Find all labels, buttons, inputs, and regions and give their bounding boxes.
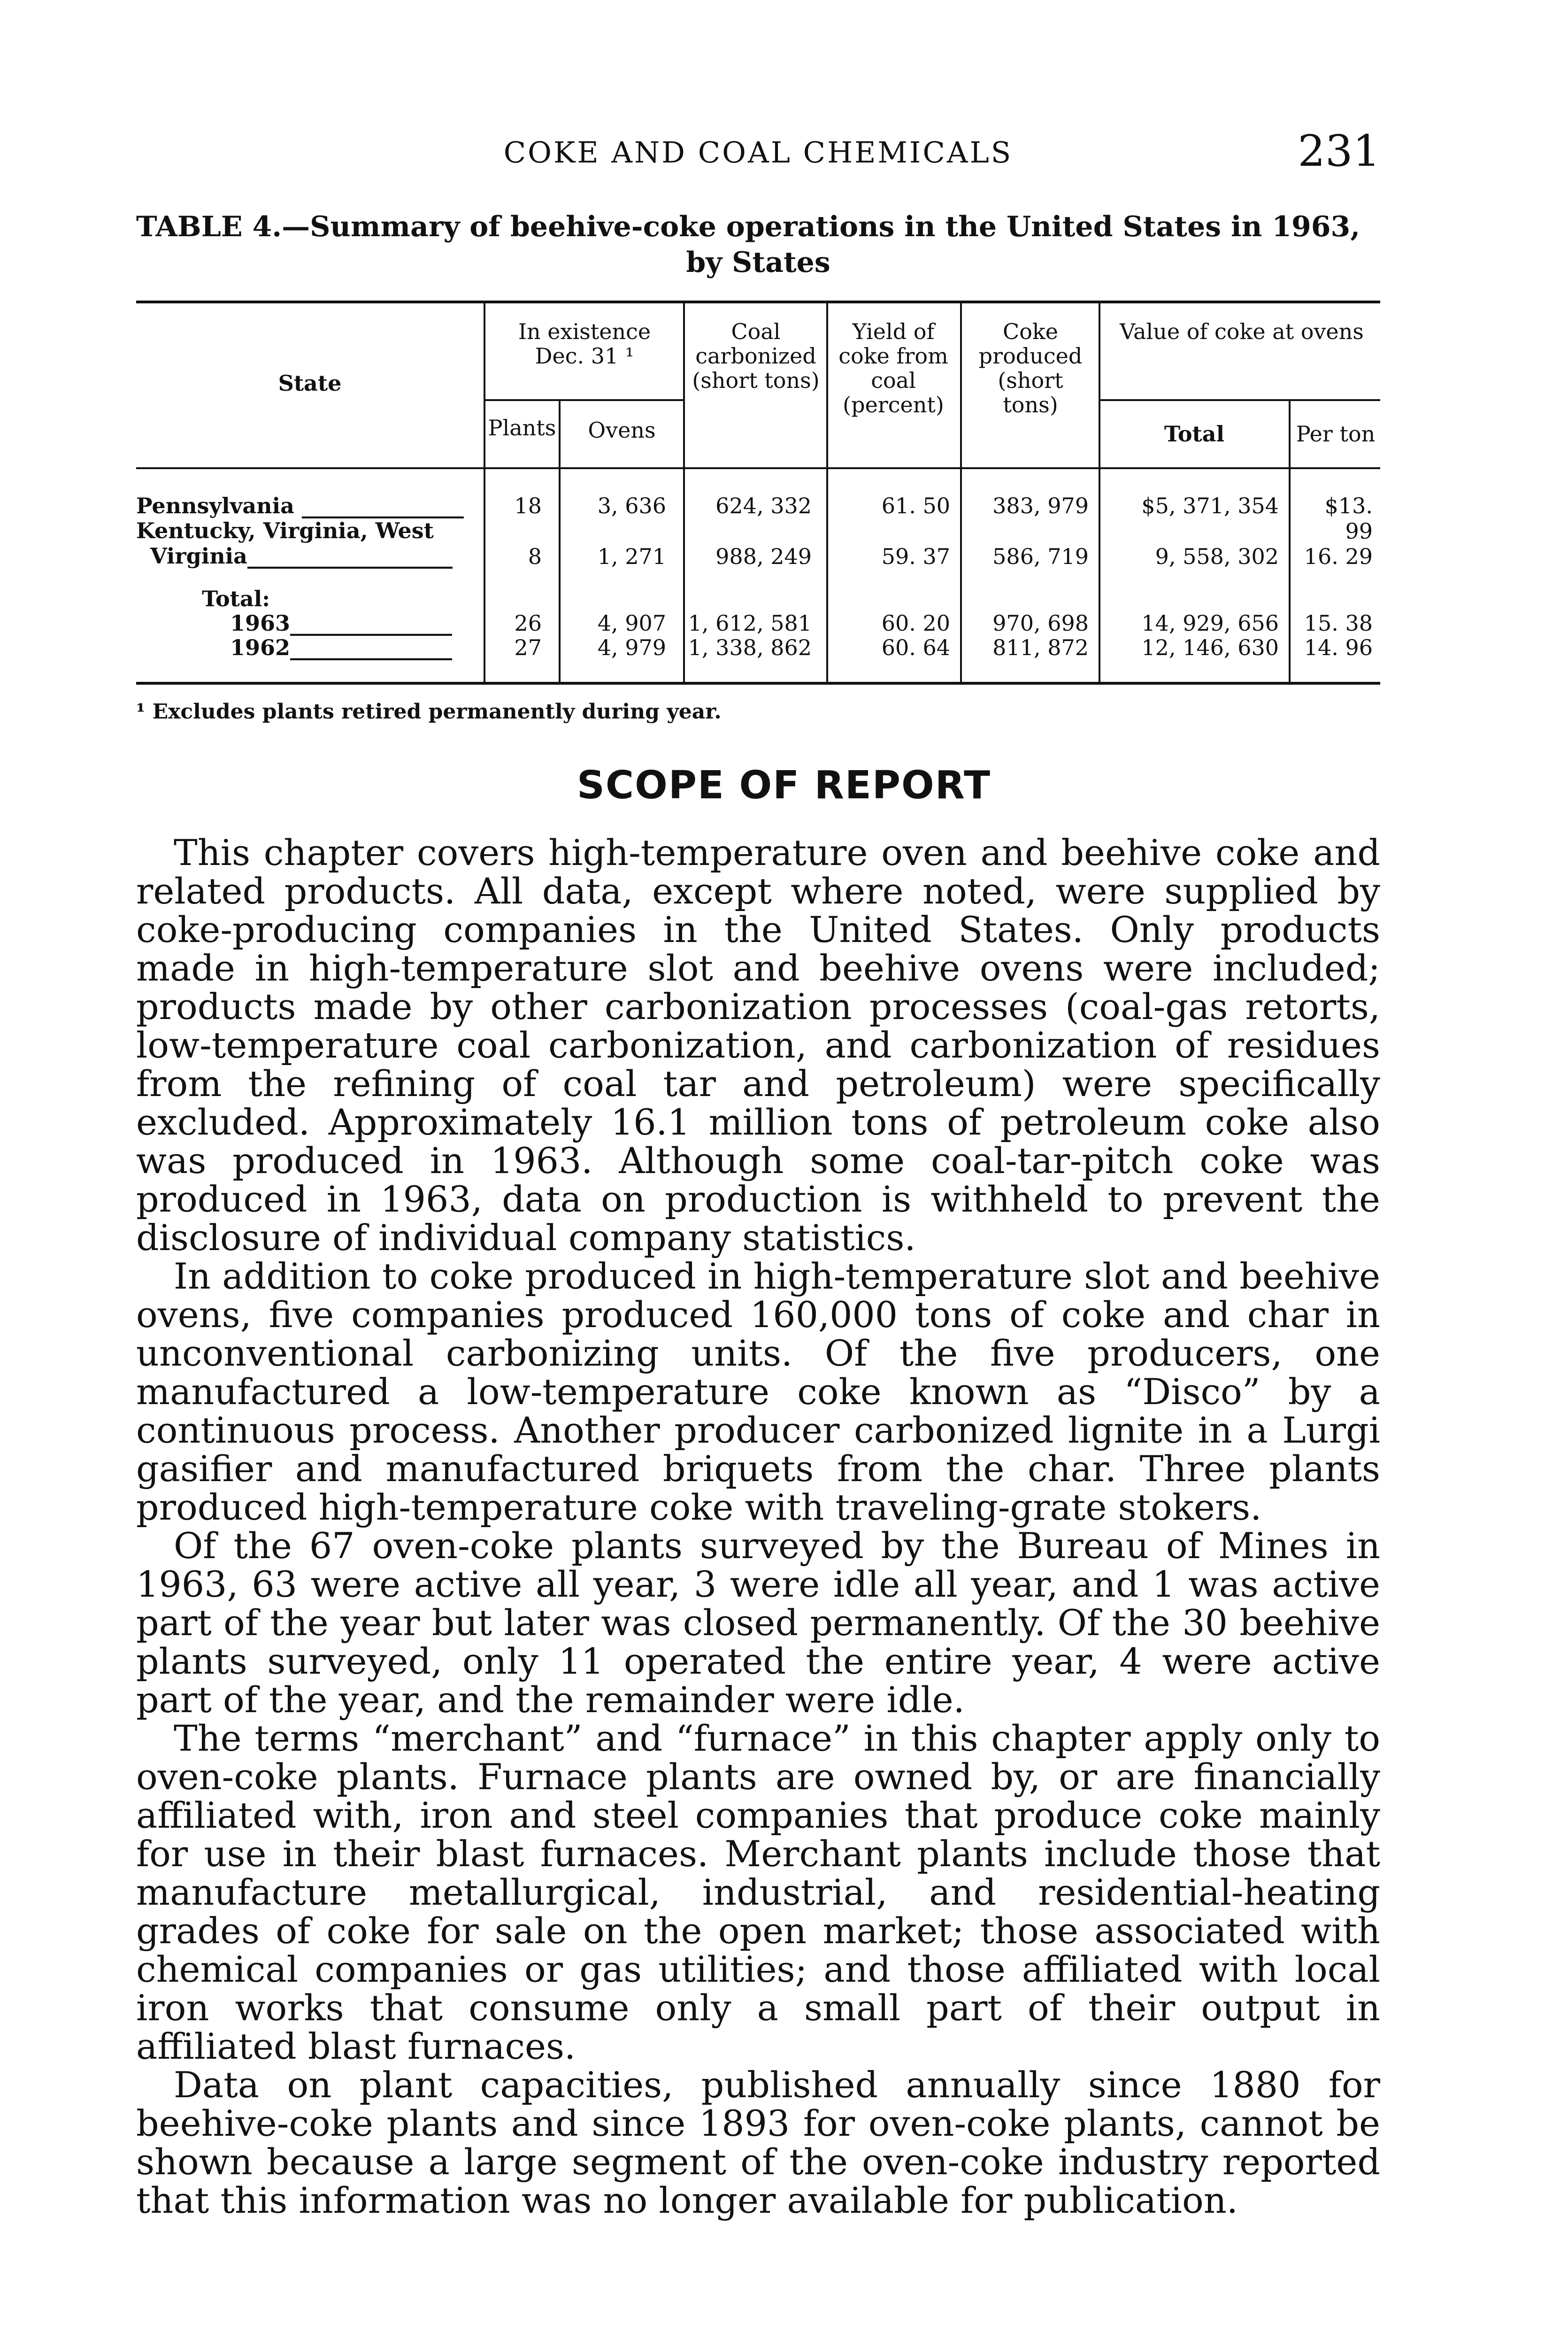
leader-dots: ___________________ xyxy=(247,543,453,569)
cell-total: 9, 558, 302 xyxy=(1155,544,1279,569)
cell-ovens: 1, 271 xyxy=(597,544,666,569)
cell-per-ton: $13. 99 xyxy=(1324,493,1373,544)
cell-total: 12, 146, 630 xyxy=(1141,635,1279,660)
cell-coal: 624, 332 xyxy=(715,493,812,518)
cell-plants: 18 xyxy=(514,493,542,518)
state-label-line1: Kentucky, Virginia, West xyxy=(136,518,434,543)
table-footnote: ¹ Excludes plants retired permanently during year. xyxy=(136,700,722,724)
cell-coke: 811, 872 xyxy=(992,635,1089,660)
in-existence-subrule xyxy=(484,399,683,401)
cell-plants: 8 xyxy=(528,544,542,569)
total-row-year xyxy=(230,635,479,660)
total-row-year xyxy=(230,610,479,636)
leader-dots: _______________ xyxy=(294,493,464,518)
cell-yield: 61. 50 xyxy=(881,493,950,518)
cell-coke: 383, 979 xyxy=(992,493,1089,518)
col-header-plants: Plants xyxy=(488,415,556,440)
col-header-yield: Yield of coke from coal (percent) xyxy=(838,319,948,417)
table-header-rule xyxy=(136,467,1380,469)
table-caption-line2: by States xyxy=(686,246,830,279)
table-bottom-rule xyxy=(136,682,1380,685)
year-label: 1962 xyxy=(230,635,291,660)
table-top-rule xyxy=(136,301,1380,303)
cell-coke: 970, 698 xyxy=(992,610,1089,636)
value-subrule xyxy=(1099,399,1380,401)
running-header xyxy=(136,126,1380,178)
cell-per-ton: 15. 38 xyxy=(1304,610,1373,636)
year-label: 1963 xyxy=(230,610,291,636)
section-body xyxy=(136,834,1380,2220)
cell-coke: 586, 719 xyxy=(992,544,1089,569)
cell-ovens: 3, 636 xyxy=(597,493,666,518)
page-number: 231 xyxy=(1298,126,1380,176)
state-label-line2: Virginia xyxy=(150,543,247,569)
paragraph: Of the 67 oven-coke plants surveyed by the Bureau of Mines in 1963, 63 were active all year, 3 were idle all year, and 1 was active part of the year but later was closed permanently. Of the 30 beehive plants surveyed, only 11 operated the entire year, 4 were active part of the year, and the remainder were idle. xyxy=(136,1525,1380,1721)
cell-yield: 60. 64 xyxy=(881,635,950,660)
state-label: Pennsylvania xyxy=(136,493,294,518)
paragraph: This chapter covers high-temperature oven and beehive coke and related products. All data, except where noted, were supplied by coke-producing companies in the United States. Only products made in high-temperature slot and beehive ovens were included; products made by other carbonization processes (coal-gas retorts, low-temperature coal carbonization, and carbonization of residues from the refining of coal tar and petroleum) were specifically excluded. Approximately 16.1 million tons of petroleum coke also was produced in 1963. Although some coal-tar-pitch coke was produced in 1963, data on production is withheld to prevent the disclosure of individual company statistics. xyxy=(136,832,1380,1259)
leader-dots: _______________ xyxy=(290,635,453,660)
table-caption-line1: TABLE 4.—Summary of beehive-coke operations in the United States in 1963, xyxy=(136,210,1360,243)
cell-total: $5, 371, 354 xyxy=(1141,493,1279,518)
cell-plants: 26 xyxy=(514,610,542,636)
paragraph: In addition to coke produced in high-temperature slot and beehive ovens, five companies produced 160,000 tons of coke and char in unconventional carbonizing units. Of the five producers, one manufactured a low-temperature coke known as “Disco” by a continuous process. Another producer carbonized lignite in a Lurgi gasifier and manufactured briquets from the char. Three plants produced high-temperature coke with traveling-grate stokers. xyxy=(136,1255,1380,1528)
cell-plants: 27 xyxy=(514,635,542,660)
col-header-per-ton: Per ton xyxy=(1296,421,1376,447)
col-header-value-total: Total xyxy=(1164,421,1225,447)
col-header-coke-produced: Coke produced (short tons) xyxy=(978,319,1083,417)
cell-ovens: 4, 907 xyxy=(597,610,666,636)
col-header-coal-carbonized: Coal carbonized (short tons) xyxy=(692,319,820,393)
col-header-value: Value of coke at ovens xyxy=(1120,319,1364,344)
total-label: Total: xyxy=(202,586,270,611)
leader-dots: _______________ xyxy=(290,610,453,636)
section-title: SCOPE OF REPORT xyxy=(576,763,992,808)
col-header-ovens: Ovens xyxy=(588,417,656,443)
running-title: COKE AND COAL CHEMICALS xyxy=(503,135,1013,170)
table-row-state xyxy=(136,518,479,569)
col-header-state: State xyxy=(278,371,342,396)
paragraph: The terms “merchant” and “furnace” in this chapter apply only to oven-coke plants. Furnace plants are owned by, or are financially affiliated with, iron and steel companies that produce coke mainly for use in their blast furnaces. Merchant plants include those that manufacture metallurgical, industrial, and residential-heating grades of coke for sale on the open market; those associated with chemical companies or gas utilities; and those affiliated with local iron works that consume only a small part of their output in affiliated blast furnaces. xyxy=(136,1717,1380,2067)
table-caption xyxy=(136,209,1380,280)
paragraph: Data on plant capacities, published annually since 1880 for beehive-coke plants and since 1893 for oven-coke plants, cannot be shown because a large segment of the oven-coke industry reported that this information was no longer available for publication. xyxy=(136,2064,1380,2221)
cell-yield: 59. 37 xyxy=(881,544,950,569)
beehive-coke-table xyxy=(136,301,1380,686)
cell-coal: 1, 612, 581 xyxy=(688,610,812,636)
cell-ovens: 4, 979 xyxy=(597,635,666,660)
cell-coal: 988, 249 xyxy=(715,544,812,569)
table-row-state xyxy=(136,493,479,518)
col-header-in-existence: In existence Dec. 31 ¹ xyxy=(518,319,651,369)
cell-yield: 60. 20 xyxy=(881,610,950,636)
cell-per-ton: 14. 96 xyxy=(1304,635,1373,660)
cell-total: 14, 929, 656 xyxy=(1141,610,1279,636)
cell-per-ton: 16. 29 xyxy=(1304,544,1373,569)
cell-coal: 1, 338, 862 xyxy=(688,635,812,660)
